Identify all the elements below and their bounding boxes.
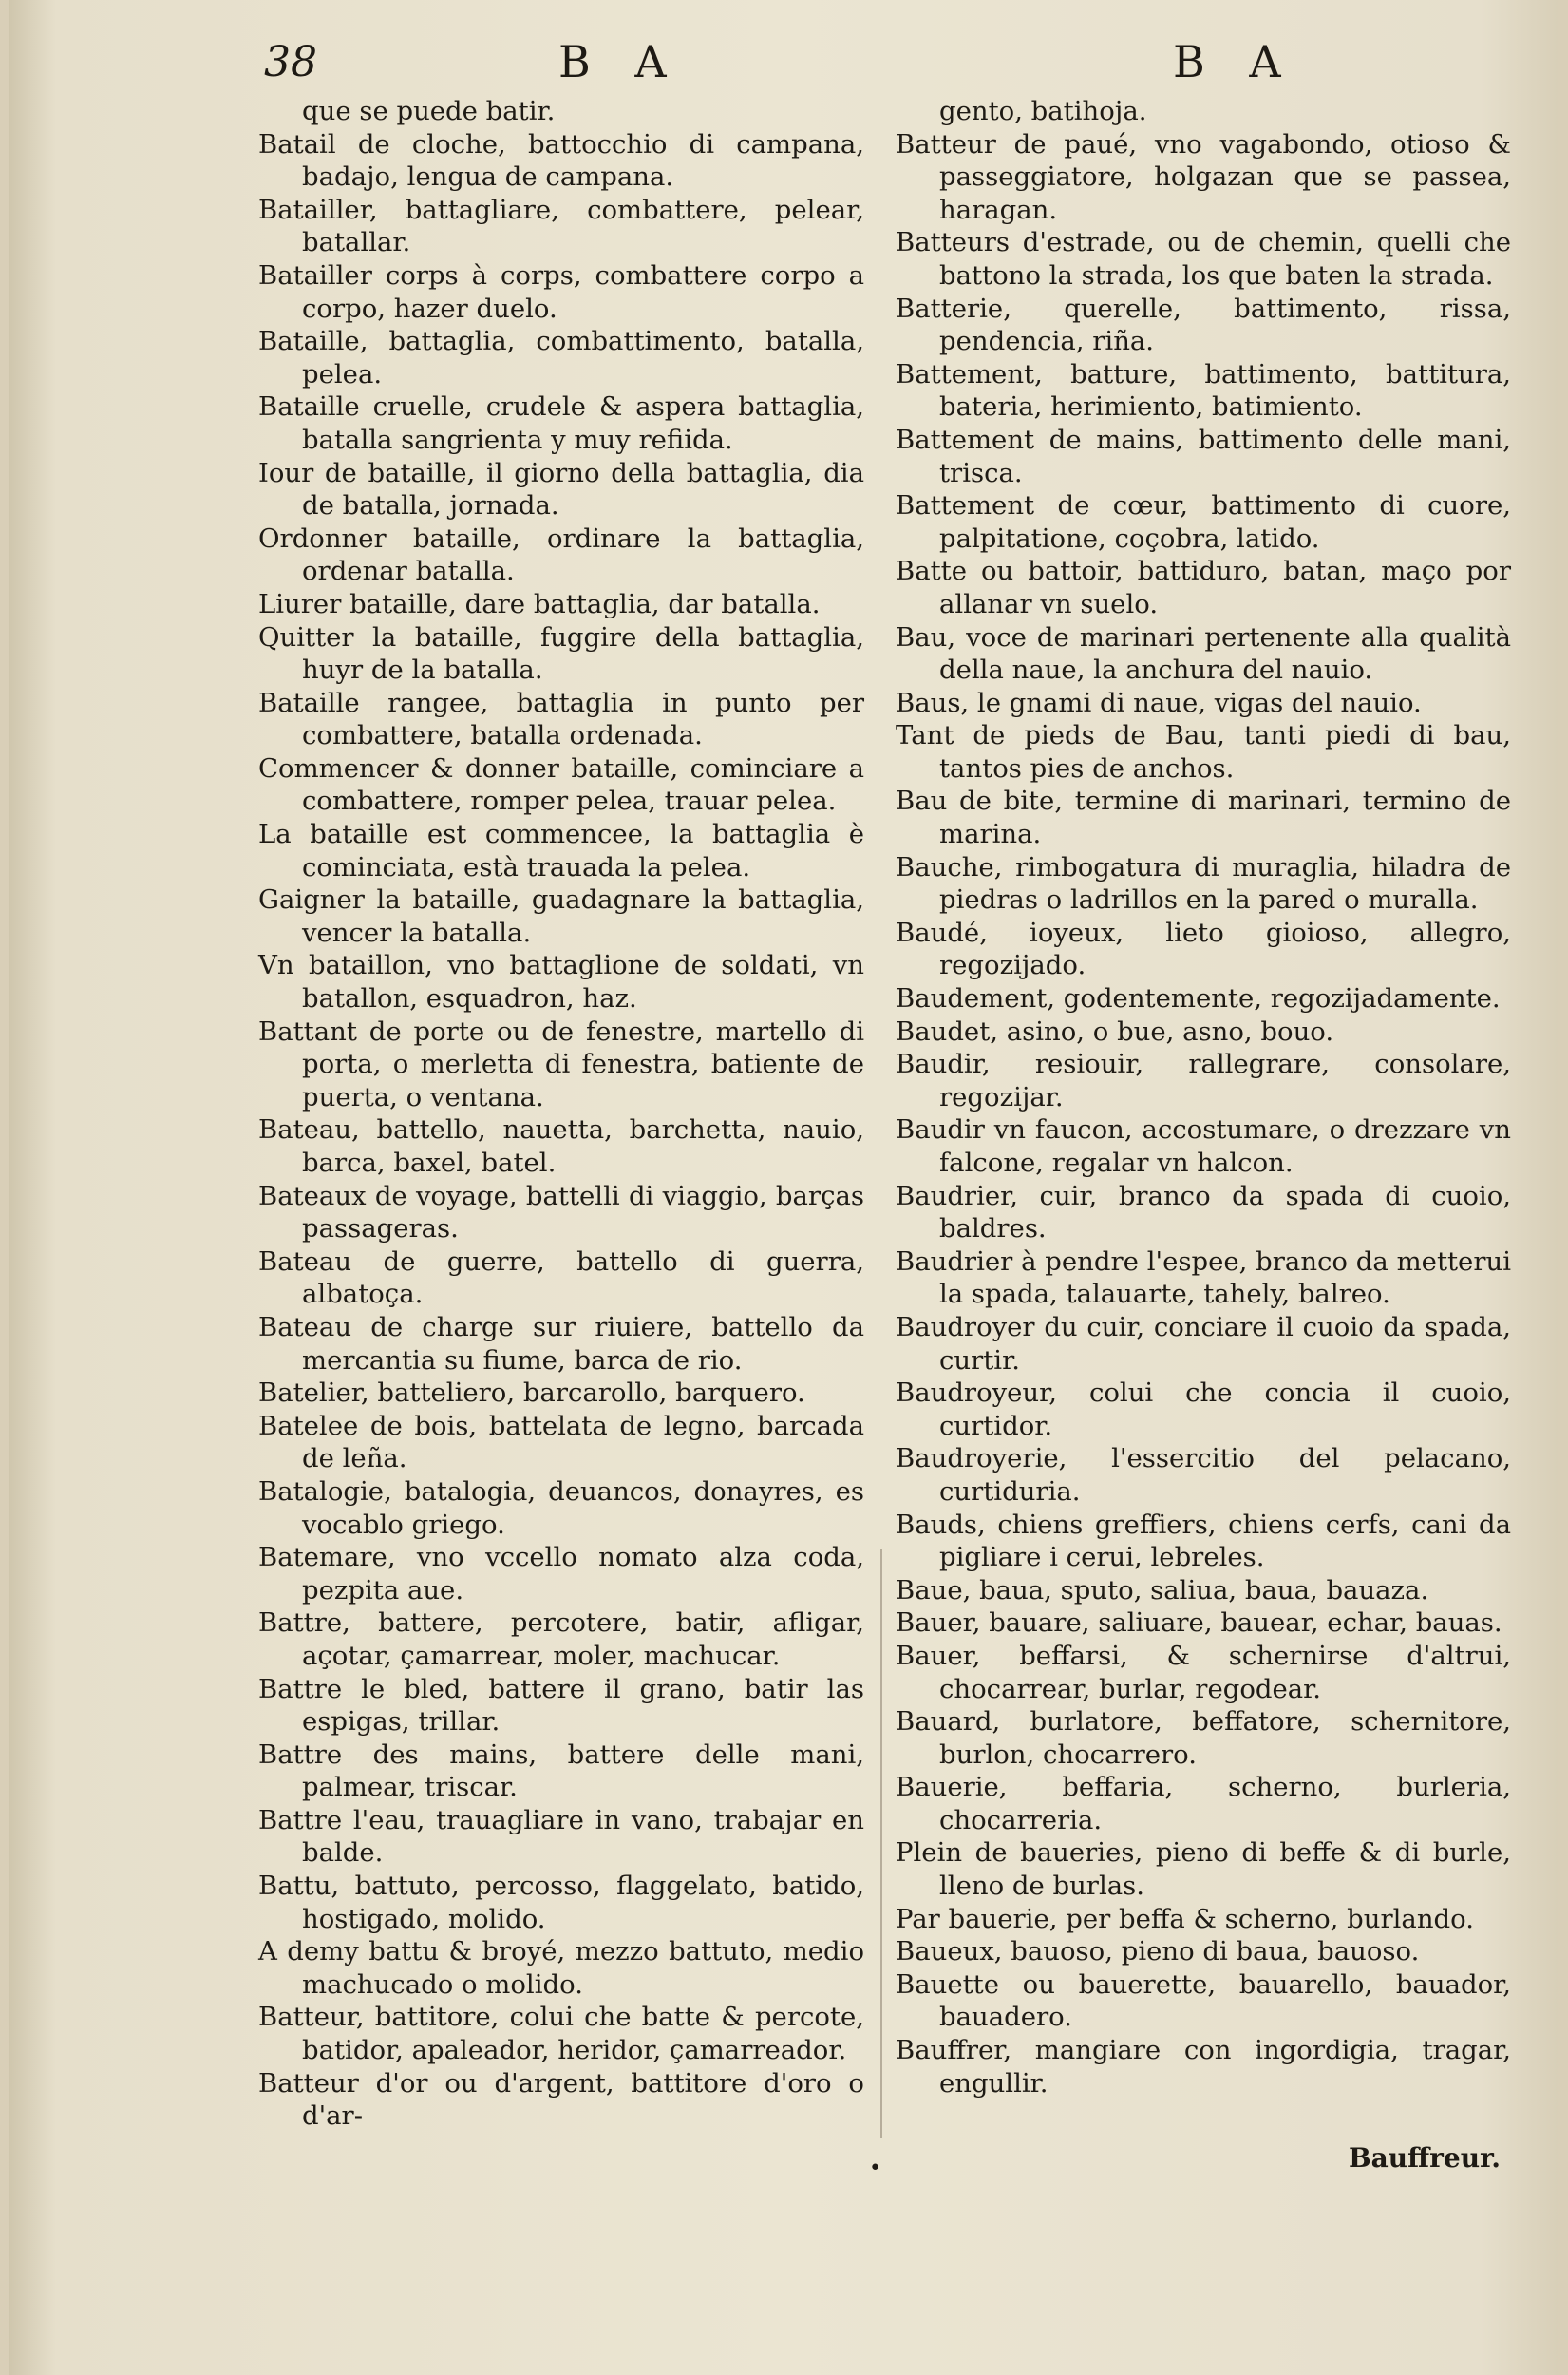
dictionary-entry: Battre des mains, battere delle mani, palmear, triscar.: [258, 1738, 864, 1803]
dictionary-entry: Baue, baua, sputo, saliua, baua, bauaza.: [896, 1574, 1429, 1606]
dictionary-entry: Bauette ou bauerette, bauarello, bauador, bauadero.: [896, 1968, 1511, 2033]
dictionary-entry: Bateau de guerre, battello di guerra, albatoça.: [258, 1245, 864, 1310]
dictionary-entry: Ordonner bataille, ordinare la battaglia, ordenar batalla.: [258, 522, 864, 587]
dictionary-entry: Batteur de paué, vno vagabondo, otioso & passeggiatore, holgazan que se passea, haragan.: [896, 128, 1511, 225]
dictionary-entry: Baudet, asino, o bue, asno, bouo.: [896, 1016, 1334, 1047]
dictionary-entry: que se puede batir.: [302, 96, 556, 126]
dictionary-entry: Baudement, godentemente, regozijadamente.: [896, 983, 1501, 1015]
dictionary-entry: Batailler corps à corps, combattere corpo a corpo, hazer duelo.: [258, 259, 864, 324]
signature-mark: •: [869, 2156, 881, 2180]
dictionary-entry: Bateau de charge sur riuiere, battello da mercantia su fiume, barca de rio.: [258, 1311, 864, 1376]
dictionary-entry: Baudroyer du cuir, conciare il cuoio da spada, curtir.: [896, 1311, 1511, 1376]
dictionary-entry: Baudrier, cuir, branco da spada di cuoio, baldres.: [896, 1180, 1511, 1244]
dictionary-entry: gento, batihoja.: [939, 96, 1147, 126]
dictionary-entry: La bataille est commencee, la battaglia è cominciata, està trauada la pelea.: [258, 819, 864, 883]
dictionary-entry: Batteur d'or ou d'argent, battitore d'oro o d'ar-: [258, 2067, 864, 2132]
dictionary-entry: Battre le bled, battere il grano, batir las espigas, trillar.: [258, 1673, 864, 1738]
dictionary-entry: Bauerie, beffaria, scherno, burleria, chocarreria.: [896, 1772, 1511, 1835]
catchword: Bauffreur.: [1349, 2142, 1502, 2174]
left-column: [258, 95, 864, 2133]
dictionary-entry: Batelier, batteliero, barcarollo, barquero.: [258, 1378, 805, 1409]
page-header: [9, 30, 1558, 87]
dictionary-entry: Battement de mains, battimento delle mani, trisca.: [896, 424, 1511, 488]
column-divider: [880, 1548, 882, 2138]
dictionary-entry: Baudir vn faucon, accostumare, o drezzare vn falcone, regalar vn halcon.: [896, 1114, 1511, 1178]
dictionary-entry: Batelee de bois, battelata de legno, barcada de leña.: [258, 1410, 864, 1474]
dictionary-entry: Commencer & donner bataille, cominciare a combattere, romper pelea, trauar pelea.: [258, 752, 864, 817]
dictionary-entry: Batailler, battagliare, combattere, pelear, batallar.: [258, 194, 864, 258]
dictionary-entry: Quitter la bataille, fuggire della battaglia, huyr de la batalla.: [258, 621, 864, 686]
dictionary-entry: Batte ou battoir, battiduro, batan, maço por allanar vn suelo.: [896, 556, 1511, 619]
dictionary-entry: Bauer, bauare, saliuare, bauear, echar, bauas.: [896, 1607, 1502, 1639]
dictionary-entry: Battant de porte ou de fenestre, martello di porta, o merletta di fenestra, batiente de puerta, o ventana.: [258, 1016, 864, 1112]
dictionary-entry: Bauard, burlatore, beffatore, schernitore, burlon, chocarrero.: [896, 1706, 1511, 1770]
dictionary-entry: Baudé, ioyeux, lieto gioioso, allegro, regozijado.: [896, 917, 1511, 981]
dictionary-entry: Battu, battuto, percosso, flaggelato, batido, hostigado, molido.: [258, 1871, 864, 1934]
dictionary-entry: Bateau, battello, nauetta, barchetta, nauio, barca, baxel, batel.: [258, 1114, 864, 1178]
dictionary-entry: Baudroyerie, l'essercitio del pelacano, curtiduria.: [896, 1443, 1511, 1507]
dictionary-entry: Battement, batture, battimento, battitura, bateria, herimiento, batimiento.: [896, 358, 1511, 423]
dictionary-entry: Battement de cœur, battimento di cuore, palpitatione, coçobra, latido.: [896, 490, 1511, 554]
dictionary-entry: Battre, battere, percotere, batir, afligar, açotar, çamarrear, moler, machucar.: [258, 1607, 864, 1671]
page-number: 38: [264, 38, 317, 86]
running-head-right: B A: [1173, 36, 1296, 87]
dictionary-entry: Bataille cruelle, crudele & aspera battaglia, batalla sangrienta y muy refiida.: [258, 391, 864, 455]
dictionary-entry: Baus, le gnami di naue, vigas del nauio.: [896, 687, 1422, 718]
dictionary-page: [9, 0, 1558, 2375]
dictionary-entry: Batteurs d'estrade, ou de chemin, quelli che battono la strada, los que baten la strada.: [896, 227, 1511, 291]
dictionary-entry: Batemare, vno vccello nomato alza coda, pezpita aue.: [258, 1542, 864, 1606]
dictionary-entry: Baudrier à pendre l'espee, branco da metterui la spada, talauarte, tahely, balreo.: [896, 1245, 1511, 1310]
dictionary-entry: Batail de cloche, battocchio di campana, badajo, lengua de campana.: [258, 128, 864, 193]
dictionary-entry: Bau, voce de marinari pertenente alla qualità della naue, la anchura del nauio.: [896, 621, 1511, 686]
dictionary-entry: Tant de pieds de Bau, tanti piedi di bau, tantos pies de anchos.: [896, 720, 1511, 784]
dictionary-entry: Baudir, resiouir, rallegrare, consolare, regozijar.: [896, 1049, 1511, 1112]
dictionary-entry: A demy battu & broyé, mezzo battuto, medio machucado o molido.: [258, 1936, 864, 2000]
dictionary-entry: Vn bataillon, vno battaglione de soldati, vn batallon, esquadron, haz.: [258, 950, 864, 1015]
dictionary-entry: Baudroyeur, colui che concia il cuoio, curtidor.: [896, 1378, 1511, 1441]
dictionary-entry: Gaigner la bataille, guadagnare la battaglia, vencer la batalla.: [258, 884, 864, 948]
right-column: [896, 95, 1511, 2100]
dictionary-entry: Batteur, battitore, colui che batte & percote, batidor, apaleador, heridor, çamarreador.: [258, 2002, 864, 2066]
running-head-left: B A: [558, 36, 682, 87]
dictionary-entry: Battre l'eau, trauagliare in vano, trabajar en balde.: [258, 1804, 864, 1869]
dictionary-entry: Liurer bataille, dare battaglia, dar batalla.: [258, 588, 821, 619]
dictionary-entry: Bataille, battaglia, combattimento, batalla, pelea.: [258, 326, 864, 390]
dictionary-entry: Bauer, beffarsi, & schernirse d'altrui, chocarrear, burlar, regodear.: [896, 1640, 1511, 1704]
dictionary-entry: Bauffrer, mangiare con ingordigia, tragar, engullir.: [896, 2035, 1511, 2099]
dictionary-entry: Bau de bite, termine di marinari, termino de marina.: [896, 786, 1511, 850]
dictionary-entry: Batterie, querelle, battimento, rissa, pendencia, riña.: [896, 293, 1511, 357]
dictionary-entry: Bauche, rimbogatura di muraglia, hiladra de piedras o ladrillos en la pared o muralla.: [896, 851, 1511, 916]
dictionary-entry: Iour de bataille, il giorno della battaglia, dia de batalla, jornada.: [258, 457, 864, 522]
dictionary-entry: Bauds, chiens greffiers, chiens cerfs, cani da pigliare i cerui, lebreles.: [896, 1509, 1511, 1573]
dictionary-entry: Bataille rangee, battaglia in punto per combattere, batalla ordenada.: [258, 687, 864, 751]
dictionary-entry: Bateaux de voyage, battelli di viaggio, barças passageras.: [258, 1180, 864, 1244]
dictionary-entry: Batalogie, batalogia, deuancos, donayres, es vocablo griego.: [258, 1475, 864, 1540]
dictionary-entry: Plein de baueries, pieno di beffe & di burle, lleno de burlas.: [896, 1837, 1511, 1902]
dictionary-entry: Par bauerie, per beffa & scherno, burlando.: [896, 1903, 1474, 1934]
dictionary-entry: Baueux, bauoso, pieno di baua, bauoso.: [896, 1936, 1420, 1967]
